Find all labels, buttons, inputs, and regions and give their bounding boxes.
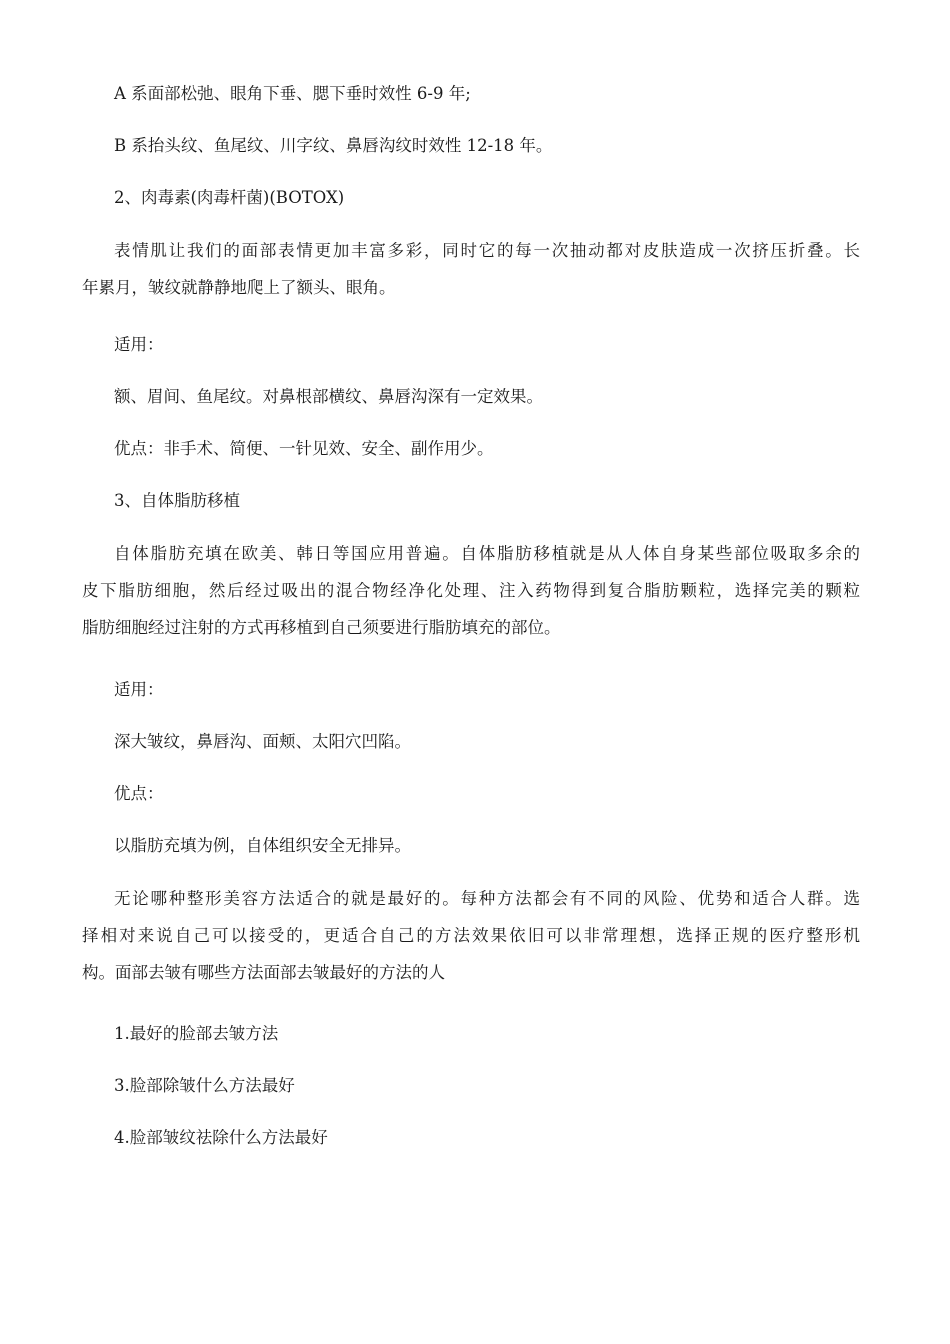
list-item-4: 4.脸部皱纹祛除什么方法最好 xyxy=(114,1128,328,1147)
paragraph-line: 无论哪种整形美容方法适合的就是最好的。每种方法都会有不同的风险、优势和适合人群。选 xyxy=(114,889,860,908)
label-applicable: 适用： xyxy=(114,335,164,354)
paragraph-line: 年累月，皱纹就静静地爬上了额头、眼角。 xyxy=(82,278,396,297)
paragraph-line: 构。面部去皱有哪些方法面部去皱最好的方法的人 xyxy=(82,963,445,982)
paragraph-b-series: B 系抬头纹、鱼尾纹、川字纹、鼻唇沟纹时效性 12-18 年。 xyxy=(114,136,553,155)
paragraph-fat-transplant xyxy=(82,544,860,655)
paragraph-applicable-areas: 额、眉间、鱼尾纹。对鼻根部横纹、鼻唇沟深有一定效果。 xyxy=(114,387,543,406)
paragraph-advantages-botox: 优点：非手术、简便、一针见效、安全、副作用少。 xyxy=(114,439,494,458)
paragraph-line: 皮下脂肪细胞，然后经过吸出的混合物经净化处理、注入药物得到复合脂肪颗粒，选择完美的颗粒 xyxy=(82,581,860,600)
label-applicable-2: 适用： xyxy=(114,680,164,699)
paragraph-expression-muscle xyxy=(82,241,860,315)
paragraph-applicable-areas-2: 深大皱纹，鼻唇沟、面颊、太阳穴凹陷。 xyxy=(114,732,411,751)
heading-botox: 2、肉毒素(肉毒杆菌)(BOTOX) xyxy=(114,188,345,207)
paragraph-advantages-fat: 以脂肪充填为例，自体组织安全无排异。 xyxy=(114,836,411,855)
paragraph-line: 择相对来说自己可以接受的，更适合自己的方法效果依旧可以非常理想，选择正规的医疗整形机 xyxy=(82,926,860,945)
paragraph-conclusion xyxy=(82,889,860,1000)
paragraph-line: 表情肌让我们的面部表情更加丰富多彩，同时它的每一次抽动都对皮肤造成一次挤压折叠。长 xyxy=(114,241,860,260)
list-item-3: 3.脸部除皱什么方法最好 xyxy=(114,1076,295,1095)
paragraph-a-series: A 系面部松弛、眼角下垂、腮下垂时效性 6-9 年; xyxy=(114,84,471,103)
paragraph-line: 脂肪细胞经过注射的方式再移植到自己须要进行脂肪填充的部位。 xyxy=(82,618,561,637)
heading-fat-transplant: 3、自体脂肪移植 xyxy=(114,491,240,510)
paragraph-line: 自体脂肪充填在欧美、韩日等国应用普遍。自体脂肪移植就是从人体自身某些部位吸取多余的 xyxy=(114,544,860,563)
list-item-1: 1.最好的脸部去皱方法 xyxy=(114,1024,279,1043)
label-advantages: 优点： xyxy=(114,784,164,803)
